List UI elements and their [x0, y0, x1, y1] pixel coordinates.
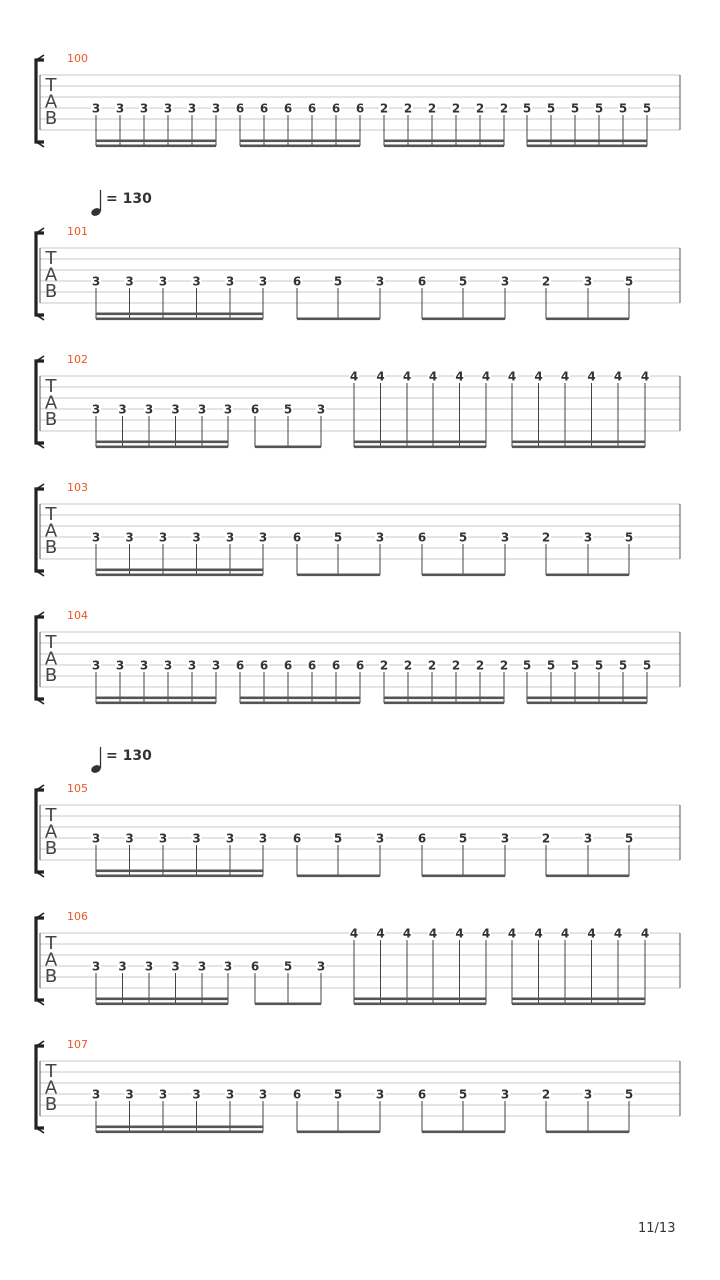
fret-number: 6: [292, 274, 302, 289]
measure-number: 107: [67, 1038, 88, 1051]
beam: [240, 140, 360, 143]
beam: [96, 1003, 228, 1006]
beam: [96, 875, 263, 878]
fret-number: 5: [624, 1087, 634, 1102]
fret-number: 6: [292, 1087, 302, 1102]
fret-number: 3: [158, 1087, 168, 1102]
fret-number: 2: [403, 658, 413, 673]
fret-number: 3: [144, 402, 154, 417]
fret-number: 5: [333, 831, 343, 846]
fret-number: 4: [455, 369, 464, 384]
fret-number: 3: [171, 402, 180, 417]
tab-clef-letter-t: T: [45, 75, 57, 96]
beam: [527, 145, 647, 148]
measure-number: 100: [67, 52, 88, 65]
beam: [384, 697, 504, 700]
tab-clef-letter-t: T: [45, 504, 57, 525]
fret-number: 5: [624, 530, 634, 545]
fret-number: 4: [349, 369, 359, 384]
fret-number: 3: [187, 658, 197, 673]
fret-number: 3: [125, 831, 134, 846]
fret-number: 5: [283, 959, 293, 974]
fret-number: 5: [546, 658, 556, 673]
tempo-mark: [90, 747, 152, 774]
fret-number: 6: [235, 658, 245, 673]
fret-number: 4: [640, 369, 650, 384]
beam: [422, 318, 505, 321]
beam: [297, 875, 380, 878]
fret-number: 2: [475, 658, 485, 673]
tab-clef-letter-b: B: [44, 665, 58, 686]
fret-number: 6: [355, 658, 365, 673]
fret-number: 4: [587, 926, 596, 941]
fret-number: 6: [259, 101, 269, 116]
fret-number: 3: [125, 530, 134, 545]
fret-number: 3: [91, 402, 101, 417]
fret-number: 3: [91, 274, 101, 289]
fret-number: 3: [187, 101, 197, 116]
tab-system: [36, 190, 680, 320]
fret-number: 3: [139, 101, 149, 116]
beam: [546, 318, 629, 321]
fret-number: 6: [307, 101, 317, 116]
fret-number: 4: [428, 369, 438, 384]
fret-number: 3: [258, 274, 268, 289]
fret-number: 4: [507, 926, 517, 941]
fret-number: 2: [541, 1087, 551, 1102]
fret-number: 4: [402, 369, 412, 384]
beam: [96, 998, 228, 1001]
beam: [96, 574, 263, 577]
fret-number: 3: [171, 959, 180, 974]
fret-number: 4: [428, 926, 438, 941]
beam: [527, 697, 647, 700]
fret-number: 3: [583, 530, 593, 545]
tab-system: [36, 481, 680, 576]
fret-number: 2: [451, 658, 461, 673]
fret-number: 4: [349, 926, 359, 941]
fret-number: 5: [642, 658, 652, 673]
fret-number: 5: [522, 658, 532, 673]
fret-number: 4: [455, 926, 464, 941]
fret-number: 6: [292, 530, 302, 545]
tempo-text: = 130: [106, 191, 152, 207]
fret-number: 2: [427, 658, 437, 673]
beam: [384, 140, 504, 143]
fret-number: 3: [258, 530, 268, 545]
tab-clef-letter-a: A: [44, 821, 58, 843]
fret-number: 4: [376, 926, 385, 941]
tempo-text: = 130: [106, 748, 152, 764]
fret-number: 3: [197, 402, 207, 417]
fret-number: 3: [158, 274, 168, 289]
fret-number: 4: [481, 926, 491, 941]
fret-number: 5: [522, 101, 532, 116]
fret-number: 5: [333, 274, 343, 289]
fret-number: 3: [91, 101, 101, 116]
fret-number: 3: [192, 831, 201, 846]
tab-clef-letter-a: A: [44, 264, 58, 286]
fret-number: 3: [115, 658, 125, 673]
beam: [384, 702, 504, 705]
beam: [96, 318, 263, 321]
fret-number: 3: [158, 530, 168, 545]
fret-number: 6: [417, 530, 427, 545]
fret-number: 3: [115, 101, 125, 116]
fret-number: 3: [258, 1087, 268, 1102]
beam: [512, 441, 645, 444]
measure-number: 106: [67, 910, 88, 923]
fret-number: 5: [594, 658, 604, 673]
fret-number: 4: [376, 369, 385, 384]
fret-number: 4: [534, 926, 543, 941]
fret-number: 2: [499, 658, 509, 673]
tab-clef-letter-a: A: [44, 949, 58, 971]
tab-clef-letter-b: B: [44, 537, 58, 558]
fret-number: 2: [427, 101, 437, 116]
fret-number: 3: [375, 831, 385, 846]
beam: [96, 140, 216, 143]
fret-number: 4: [560, 926, 570, 941]
tab-clef-letter-a: A: [44, 91, 58, 113]
beam: [297, 574, 380, 577]
fret-number: 5: [642, 101, 652, 116]
fret-number: 3: [125, 1087, 134, 1102]
beam: [354, 446, 486, 449]
beam: [96, 441, 228, 444]
fret-number: 3: [500, 530, 510, 545]
beam: [96, 1126, 263, 1129]
fret-number: 5: [458, 1087, 468, 1102]
fret-number: 2: [379, 101, 389, 116]
fret-number: 3: [192, 1087, 201, 1102]
fret-number: 6: [331, 658, 341, 673]
beam: [96, 569, 263, 572]
tab-clef-letter-a: A: [44, 648, 58, 670]
measure-number: 104: [67, 609, 88, 622]
beam: [96, 313, 263, 316]
fret-number: 2: [499, 101, 509, 116]
beam: [546, 574, 629, 577]
fret-number: 3: [225, 1087, 235, 1102]
fret-number: 5: [546, 101, 556, 116]
measure-number: 103: [67, 481, 88, 494]
fret-number: 5: [570, 658, 580, 673]
tab-clef-letter-b: B: [44, 966, 58, 987]
beam: [354, 1003, 486, 1006]
fret-number: 6: [307, 658, 317, 673]
beam: [546, 875, 629, 878]
measure-number: 101: [67, 225, 88, 238]
beam: [240, 702, 360, 705]
fret-number: 6: [355, 101, 365, 116]
fret-number: 3: [163, 101, 173, 116]
fret-number: 3: [211, 658, 221, 673]
fret-number: 4: [587, 369, 596, 384]
fret-number: 4: [507, 369, 517, 384]
fret-number: 4: [640, 926, 650, 941]
fret-number: 5: [618, 101, 628, 116]
fret-number: 5: [458, 831, 468, 846]
tab-clef-letter-b: B: [44, 281, 58, 302]
beam: [512, 1003, 645, 1006]
fret-number: 6: [283, 658, 293, 673]
measure-number: 105: [67, 782, 88, 795]
fret-number: 3: [197, 959, 207, 974]
tab-system: [36, 747, 680, 877]
beam: [96, 446, 228, 449]
beam: [354, 998, 486, 1001]
fret-number: 3: [223, 402, 233, 417]
fret-number: 3: [316, 959, 326, 974]
fret-number: 5: [594, 101, 604, 116]
fret-number: 3: [225, 530, 235, 545]
beam: [96, 870, 263, 873]
fret-number: 3: [118, 959, 127, 974]
tab-clef-letter-t: T: [45, 933, 57, 954]
beam: [96, 1131, 263, 1134]
fret-number: 6: [417, 274, 427, 289]
fret-number: 2: [451, 101, 461, 116]
beam: [240, 145, 360, 148]
beam: [297, 1131, 380, 1134]
fret-number: 6: [283, 101, 293, 116]
beam: [422, 1131, 505, 1134]
fret-number: 2: [475, 101, 485, 116]
beam: [422, 574, 505, 577]
fret-number: 3: [211, 101, 221, 116]
fret-number: 6: [417, 831, 427, 846]
fret-number: 3: [91, 1087, 101, 1102]
fret-number: 3: [91, 658, 101, 673]
beam: [354, 441, 486, 444]
tab-clef-letter-a: A: [44, 1077, 58, 1099]
fret-number: 4: [613, 369, 623, 384]
tab-clef-letter-t: T: [45, 805, 57, 826]
beam: [512, 998, 645, 1001]
fret-number: 6: [259, 658, 269, 673]
tab-clef-letter-t: T: [45, 1061, 57, 1082]
fret-number: 3: [139, 658, 149, 673]
fret-number: 3: [375, 274, 385, 289]
tab-clef-letter-t: T: [45, 376, 57, 397]
fret-number: 3: [500, 1087, 510, 1102]
fret-number: 3: [225, 831, 235, 846]
tempo-mark: [90, 190, 152, 217]
fret-number: 2: [541, 831, 551, 846]
fret-number: 4: [613, 926, 623, 941]
fret-number: 3: [500, 274, 510, 289]
beam: [527, 140, 647, 143]
fret-number: 3: [163, 658, 173, 673]
fret-number: 2: [403, 101, 413, 116]
fret-number: 3: [91, 831, 101, 846]
fret-number: 5: [333, 530, 343, 545]
tab-clef-letter-a: A: [44, 392, 58, 414]
fret-number: 3: [583, 1087, 593, 1102]
tab-system: [36, 910, 680, 1005]
fret-number: 3: [583, 274, 593, 289]
fret-number: 5: [570, 101, 580, 116]
beam: [384, 145, 504, 148]
fret-number: 3: [91, 530, 101, 545]
fret-number: 3: [375, 1087, 385, 1102]
beam: [512, 446, 645, 449]
fret-number: 6: [250, 959, 260, 974]
fret-number: 3: [158, 831, 168, 846]
fret-number: 3: [125, 274, 134, 289]
tab-clef-letter-b: B: [44, 838, 58, 859]
fret-number: 3: [583, 831, 593, 846]
tab-system: [36, 609, 680, 704]
fret-number: 5: [458, 274, 468, 289]
fret-number: 6: [250, 402, 260, 417]
beam: [255, 446, 321, 449]
fret-number: 3: [91, 959, 101, 974]
fret-number: 4: [481, 369, 491, 384]
tab-system: [36, 1038, 680, 1133]
fret-number: 5: [283, 402, 293, 417]
measure-number: 102: [67, 353, 88, 366]
fret-number: 5: [624, 831, 634, 846]
beam: [297, 318, 380, 321]
fret-number: 4: [534, 369, 543, 384]
fret-number: 3: [316, 402, 326, 417]
fret-number: 5: [333, 1087, 343, 1102]
fret-number: 3: [375, 530, 385, 545]
fret-number: 5: [618, 658, 628, 673]
tab-system: [36, 353, 680, 448]
fret-number: 4: [402, 926, 412, 941]
tab-clef-letter-t: T: [45, 248, 57, 269]
beam: [96, 697, 216, 700]
tab-system: [36, 52, 680, 147]
fret-number: 2: [541, 274, 551, 289]
fret-number: 4: [560, 369, 570, 384]
beam: [96, 145, 216, 148]
beam: [240, 697, 360, 700]
fret-number: 5: [458, 530, 468, 545]
tab-clef-letter-b: B: [44, 409, 58, 430]
beam: [546, 1131, 629, 1134]
fret-number: 6: [417, 1087, 427, 1102]
fret-number: 6: [331, 101, 341, 116]
fret-number: 3: [118, 402, 127, 417]
fret-number: 3: [225, 274, 235, 289]
beam: [422, 875, 505, 878]
fret-number: 3: [223, 959, 233, 974]
fret-number: 2: [541, 530, 551, 545]
beam: [527, 702, 647, 705]
tab-clef-letter-b: B: [44, 108, 58, 129]
page-number: 11/13: [638, 1221, 676, 1236]
fret-number: 5: [624, 274, 634, 289]
fret-number: 3: [192, 530, 201, 545]
beam: [255, 1003, 321, 1006]
beam: [96, 702, 216, 705]
fret-number: 2: [379, 658, 389, 673]
fret-number: 3: [144, 959, 154, 974]
tab-clef-letter-t: T: [45, 632, 57, 653]
fret-number: 6: [292, 831, 302, 846]
tab-clef-letter-b: B: [44, 1094, 58, 1115]
tab-clef-letter-a: A: [44, 520, 58, 542]
fret-number: 3: [192, 274, 201, 289]
fret-number: 6: [235, 101, 245, 116]
fret-number: 3: [258, 831, 268, 846]
fret-number: 3: [500, 831, 510, 846]
